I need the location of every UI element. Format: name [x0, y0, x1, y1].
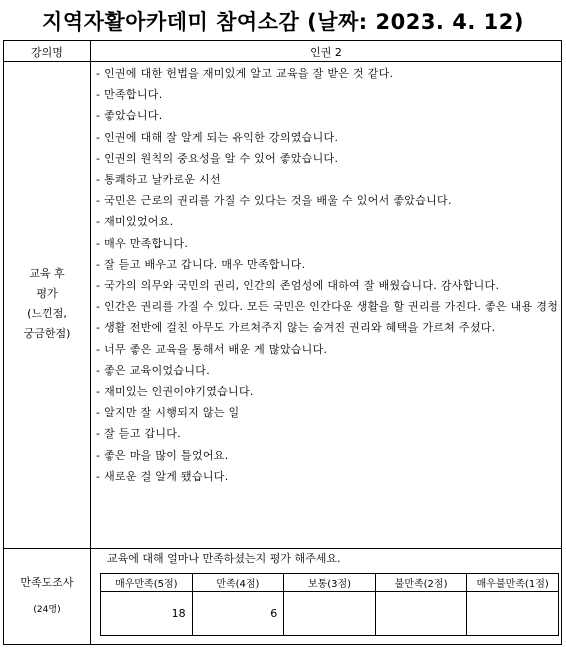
- feedback-item: - 잘 듣고 배우고 갑니다. 매우 만족합니다.: [96, 254, 560, 275]
- evaluation-label-line: 궁금한점): [23, 327, 71, 340]
- feedback-item: - 재미있는 인권이야기였습니다.: [96, 381, 560, 402]
- feedback-item: - 인권의 원칙의 중요성을 알 수 있어 좋았습니다.: [96, 148, 560, 169]
- feedback-item: - 재미있었어요.: [96, 211, 560, 232]
- satisfaction-question: 교육에 대해 얼마나 만족하셨는지 평가 해주세요.: [107, 552, 341, 565]
- satisfaction-label: 만족도조사: [20, 576, 74, 589]
- rating-column-header: 불만족(2점): [375, 574, 467, 592]
- feedback-item: - 국가의 의무와 국민의 권리, 인간의 존엄성에 대하여 잘 배웠습니다. 감사합니다.: [96, 275, 560, 296]
- rating-value-neutral: [284, 592, 376, 636]
- row-divider: [4, 61, 561, 62]
- evaluation-label-line: 교육 후: [29, 267, 65, 280]
- rating-header-row: [101, 574, 559, 592]
- rating-value-dissatisfied: [375, 592, 467, 636]
- rating-value-row: [101, 592, 559, 636]
- feedback-item: - 만족합니다.: [96, 84, 560, 105]
- rating-value-satisfied: 6: [192, 592, 284, 636]
- evaluation-label-line: (느낀점,: [27, 307, 67, 320]
- row-divider: [4, 548, 561, 549]
- feedback-item: - 좋았습니다.: [96, 105, 560, 126]
- feedback-item: - 알지만 잘 시행되지 않는 일: [96, 402, 560, 423]
- feedback-item: - 국민은 근로의 권리를 가질 수 있다는 것을 배울 수 있어서 좋았습니다.: [96, 190, 560, 211]
- evaluation-label-line: 평가: [36, 287, 58, 300]
- rating-column-header: 보통(3점): [284, 574, 376, 592]
- rating-column-header: 매우만족(5점): [101, 574, 193, 592]
- rating-value-very-satisfied: 18: [101, 592, 193, 636]
- lecture-name-value: 인권 2: [310, 46, 342, 59]
- column-divider: [90, 41, 91, 644]
- feedback-item: - 인간은 권리를 가질 수 있다. 모든 국민은 인간다운 생활을 할 권리를 가진다. 좋은 내용 경청: [96, 296, 560, 317]
- rating-column-header: 만족(4점): [192, 574, 284, 592]
- feedback-item: - 잘 듣고 갑니다.: [96, 423, 560, 444]
- rating-table: [100, 573, 559, 636]
- feedback-item: - 매우 만족합니다.: [96, 233, 560, 254]
- feedback-list: [96, 63, 560, 487]
- feedback-item: - 생활 전반에 걸친 아무도 가르쳐주지 않는 숨겨진 권리와 혜택을 가르쳐 주셨다.: [96, 317, 560, 338]
- respondent-count: (24명): [33, 605, 61, 615]
- rating-column-header: 매우불만족(1점): [467, 574, 559, 592]
- feedback-item: - 너무 좋은 교육을 통해서 배운 게 많았습니다.: [96, 339, 560, 360]
- feedback-item: - 좋은 교육이었습니다.: [96, 360, 560, 381]
- rating-value-very-dissatisfied: [467, 592, 559, 636]
- feedback-item: - 인권에 대한 헌법을 재미있게 알고 교육을 잘 받은 것 같다.: [96, 63, 560, 84]
- feedback-item: - 좋은 마을 많이 틀었어요.: [96, 445, 560, 466]
- survey-table: [3, 40, 562, 645]
- evaluation-label: [4, 264, 90, 344]
- feedback-item: - 인권에 대해 잘 알게 되는 유익한 강의였습니다.: [96, 127, 560, 148]
- page-title: 지역자활아카데미 참여소감 (날짜: 2023. 4. 12): [42, 10, 524, 34]
- lecture-name-label: 강의명: [31, 46, 63, 59]
- feedback-item: - 새로운 걸 알게 됐습니다.: [96, 466, 560, 487]
- feedback-item: - 통쾌하고 날카로운 시선: [96, 169, 560, 190]
